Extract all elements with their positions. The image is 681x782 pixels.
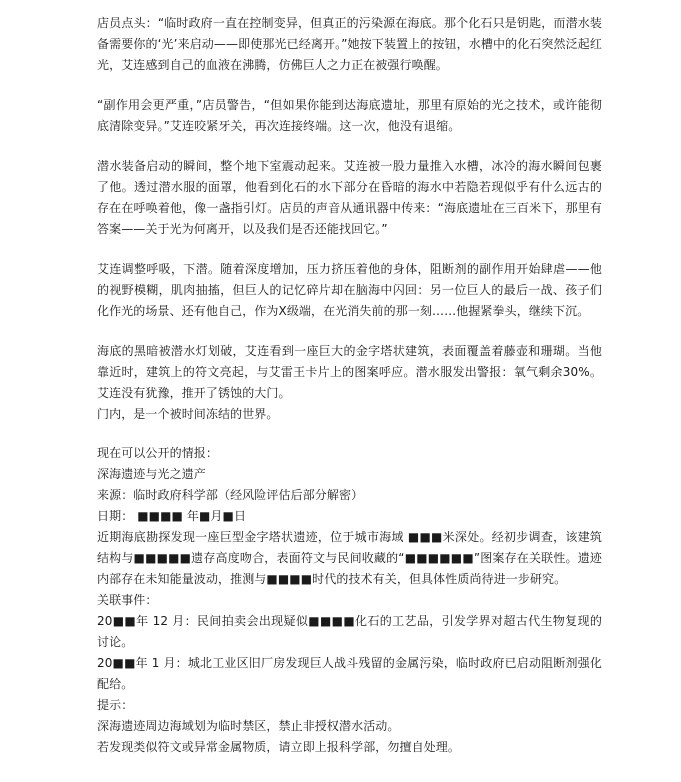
dossier-body: 近期海底勘探发现一座巨型金字塔状遗迹，位于城市海域 ■■■米深处。经初步调查，该建筑结构与■■■■■遗存高度吻合，表面符文与民间收藏的“■■■■■■”图案存在关联性。遗迹内部存在未知能量波动，推测与■■■■时代的技术有关，但具体性质尚待进一步研究。 [97,530,602,586]
story-paragraph-3: 潜水装备启动的瞬间，整个地下室震动起来。艾连被一股力量推入水槽，冰冷的海水瞬间包裹了他。透过潜水服的面罩，他看到化石的水下部分在昏暗的海水中若隐若现似乎有什么远古的存在在呼唤着他，像一盏指引灯。店员的声音从通讯器中传来：“海底遗址在三百米下，那里有答案——关于光为何离开，以及我们是否还能找回它。” [97,159,602,236]
story-paragraph-2: “副作用会更严重，”店员警告，“但如果你能到达海底遗址，那里有原始的光之技术，或许能彻底清除变异。”艾连咬紧牙关，再次连接终端。这一次，他没有退缩。 [97,98,602,133]
story-paragraph-6: 门内，是一个被时间冻结的世界。 [97,407,279,421]
related-event-1: 20■■年 12 月：民间拍卖会出现疑似■■■■化石的工艺品，引发学界对超古代生物复现的讨论。 [97,614,602,649]
related-events-heading: 关联事件： [97,593,158,607]
dossier-date: 日期： ■■■■ 年■月■日 [97,509,247,523]
hint-heading: 提示： [97,698,134,712]
dossier-title: 深海遗迹与光之遗产 [97,467,206,481]
hint-2: 若发现类似符文或异常金属物质，请立即上报科学部，勿擅自处理。 [97,740,461,754]
dossier-source: 来源：临时政府科学部（经风险评估后部分解密） [97,488,364,502]
story-paragraph-5: 海底的黑暗被潜水灯划破，艾连看到一座巨大的金字塔状建筑，表面覆盖着藤壶和珊瑚。当他靠近时，建筑上的符文亮起，与艾雷王卡片上的图案呼应。潜水服发出警报：氧气剩余30%。艾连没有犹豫，推开了锈蚀的大门。 [97,344,602,400]
dossier-intro: 现在可以公开的情报： [97,446,219,460]
story-paragraph-1: 店员点头：“临时政府一直在控制变异，但真正的污染源在海底。那个化石只是钥匙，而潜水装备需要你的‘光’来启动——即使那光已经离开。”她按下装置上的按钮，水槽中的化石突然泛起红光，艾连感到自己的血液在沸腾，仿佛巨人之力正在被强行唤醒。 [97,16,602,72]
hint-1: 深海遗迹周边海域划为临时禁区，禁止非授权潜水活动。 [97,719,400,733]
document-page [97,13,602,758]
story-paragraph-4: 艾连调整呼吸，下潜。随着深度增加，压力挤压着他的身体，阻断剂的副作用开始肆虐——他的视野模糊，肌肉抽搐，但巨人的记忆碎片却在脑海中闪回：另一位巨人的最后一战、孩子们化作光的场景、还有他自己，作为X级端，在光消失前的那一刻……他握紧拳头，继续下沉。 [97,262,602,318]
related-event-2: 20■■年 1 月：城北工业区旧厂房发现巨人战斗残留的金属污染，临时政府已启动阻断剂强化配给。 [97,656,602,691]
